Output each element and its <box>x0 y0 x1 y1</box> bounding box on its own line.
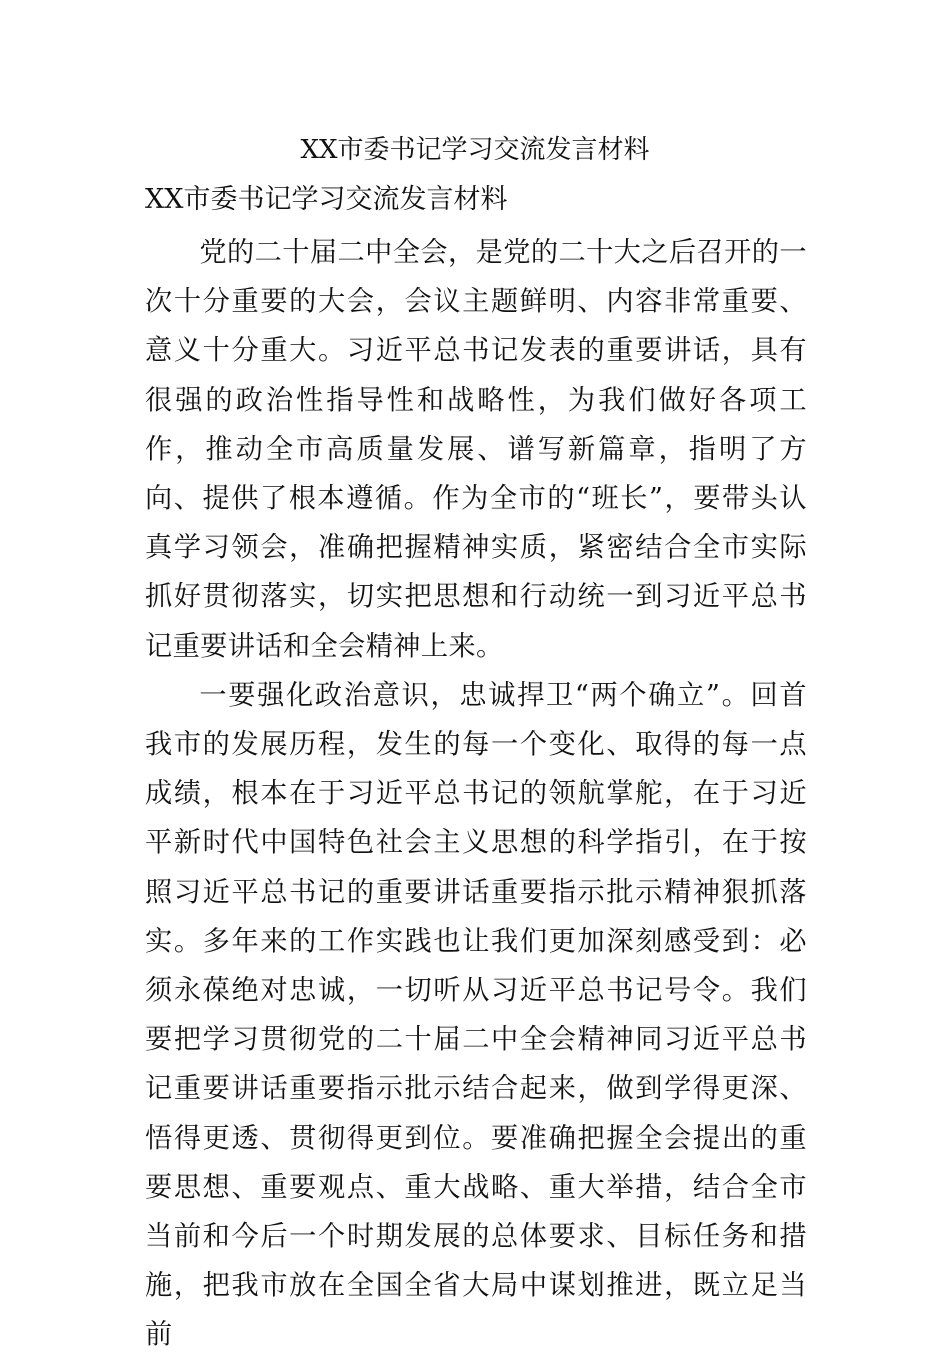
document-title: XX市委书记学习交流发言材料 <box>300 135 650 165</box>
document-subtitle: XX市委书记学习交流发言材料 <box>145 184 508 215</box>
document-body <box>145 228 807 1360</box>
paragraph-political-awareness: 一要强化政治意识，忠诚捍卫“两个确立”。回首我市的发展历程，发生的每一个变化、取得的每一点成绩，根本在于习近平总书记的领航掌舵，在于习近平新时代中国特色社会主义思想的科学指引，在于按照习近平总书记的重要讲话重要指示批示精神狠抓落实。多年来的工作实践也让我们更加深刻感受到：必须永葆绝对忠诚，一切听从习近平总书记号令。我们要把学习贯彻党的二十届二中全会精神同习近平总书记重要讲话重要指示批示结合起来，做到学得更深、悟得更透、贯彻得更到位。要准确把握全会提出的重要思想、重要观点、重大战略、重大举措，结合全市当前和今后一个时期发展的总体要求、目标任务和措施，把我市放在全国全省大局中谋划推进，既立足当前 <box>145 679 807 1351</box>
paragraph-intro: 党的二十届二中全会，是党的二十大之后召开的一次十分重要的大会，会议主题鲜明、内容非常重要、意义十分重大。习近平总书记发表的重要讲话，具有很强的政治性指导性和战略性，为我们做好各项工作，推动全市高质量发展、谱写新篇章，指明了方向、提供了根本遵循。作为全市的“班长”，要带头认真学习领会，准确把握精神实质，紧密结合全市实际抓好贯彻落实，切实把思想和行动统一到习近平总书记重要讲话和全会精神上来。 <box>145 237 807 662</box>
